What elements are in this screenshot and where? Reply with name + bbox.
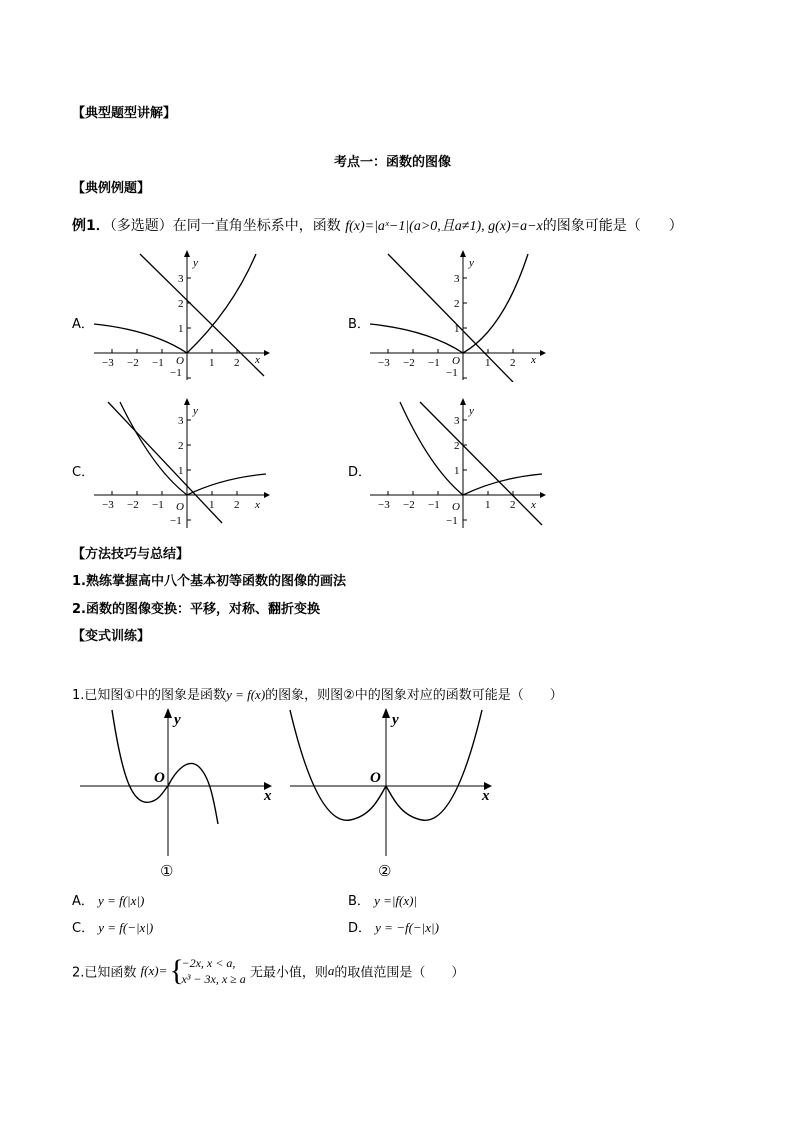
ytick: 2: [178, 440, 184, 452]
xtick: −2: [403, 357, 415, 369]
xtick: 2: [234, 357, 240, 369]
x-axis-label: x: [531, 354, 536, 366]
option-c-label: C．: [72, 465, 95, 480]
xtick: −2: [127, 357, 139, 369]
example1-prefix: 例1．: [72, 218, 110, 234]
q2-piecewise: { −2x, x < a, x³ − 3x, x ≥ a: [172, 955, 246, 987]
origin-label: O: [452, 355, 460, 367]
figure-1-label: ①: [160, 864, 174, 878]
q1-figure-2: [288, 706, 498, 878]
xtick: −1: [152, 357, 164, 369]
q1-formula: y = f(x): [226, 687, 266, 702]
method-heading: 【方法技巧与总结】: [72, 547, 190, 562]
curve-f: [94, 254, 256, 353]
option-a-label: A．: [72, 317, 94, 332]
xtick: 1: [209, 499, 215, 511]
xtick: −1: [428, 499, 440, 511]
figure-2-label: ②: [378, 864, 392, 878]
section-heading: 【典型题型讲解】: [72, 106, 177, 121]
ytick: 2: [178, 298, 184, 310]
option-b-label: B．: [348, 317, 370, 332]
q1-option-d[interactable]: D． y = −f(−|x|): [348, 920, 439, 936]
method-tip-1: 1.熟练掌握高中八个基本初等函数的图像的画法: [72, 574, 346, 589]
ytick: 3: [178, 273, 184, 285]
xtick: 2: [510, 499, 516, 511]
ytick: 2: [454, 298, 460, 310]
xtick: −3: [378, 357, 390, 369]
xtick: 1: [485, 499, 491, 511]
ytick: −1: [170, 515, 182, 527]
y-axis-label: y: [174, 712, 181, 728]
origin-label: O: [176, 501, 184, 513]
graph-option-d: [368, 398, 546, 530]
q1-stem: 1.已知图①中的图象是函数y = f(x)的图象，则图②中的图象对应的函数可能是（ ）: [72, 687, 563, 703]
ytick: 3: [178, 415, 184, 427]
curve-f-of-x: [112, 710, 218, 824]
q1-option-b[interactable]: B． y =|f(x)|: [348, 893, 418, 909]
ytick: 1: [178, 323, 184, 335]
option-d-label: D．: [348, 465, 372, 480]
graph-option-b: [368, 250, 546, 382]
x-axis-label: x: [264, 788, 272, 804]
example1-stem: 例1．（多选题）在同一直角坐标系中，函数 f(x)=|aˣ−1|(a>0,且a≠1), g(x)=a−x的图象可能是（ ）: [72, 218, 683, 234]
y-axis-label: y: [193, 405, 198, 417]
x-axis-label: x: [531, 499, 536, 511]
x-axis-label: x: [482, 788, 490, 804]
q1-option-a[interactable]: A． y = f(|x|): [72, 893, 145, 909]
method-tip-2: 2.函数的图像变换：平移，对称、翻折变换: [72, 602, 320, 617]
y-axis-label: y: [193, 257, 198, 269]
ytick: 2: [454, 440, 460, 452]
graph-option-a: [92, 250, 270, 382]
xtick: −3: [102, 499, 114, 511]
ytick: 1: [454, 323, 460, 335]
y-axis-label: y: [469, 257, 474, 269]
ytick: 1: [178, 465, 184, 477]
y-axis-label: y: [392, 712, 399, 728]
y-axis-label: y: [469, 405, 474, 417]
ytick: 1: [454, 465, 460, 477]
origin-label: O: [154, 770, 165, 786]
ytick: 3: [454, 415, 460, 427]
origin-label: O: [370, 770, 381, 786]
q2-function: f(x)=: [140, 963, 168, 978]
example1-formula: f(x)=|aˣ−1|(a>0,且a≠1), g(x)=a−x: [345, 219, 543, 234]
q1-figure-1: [78, 706, 278, 878]
origin-label: O: [176, 355, 184, 367]
q1-option-c[interactable]: C． y = f(−|x|): [72, 920, 154, 936]
xtick: −1: [428, 357, 440, 369]
ytick: −1: [446, 367, 458, 379]
xtick: −1: [152, 499, 164, 511]
ytick: −1: [170, 367, 182, 379]
x-axis-label: x: [255, 499, 260, 511]
topic-title: 考点一：函数的图像: [334, 155, 452, 170]
q2-stem: 2.已知函数 f(x)= { −2x, x < a, x³ − 3x, x ≥ a 无最小值，则a的取值范围是（ ）: [72, 955, 464, 987]
line-g: [108, 402, 222, 523]
xtick: 1: [485, 357, 491, 369]
xtick: −3: [102, 357, 114, 369]
examples-heading: 【典例例题】: [72, 181, 151, 196]
xtick: 2: [510, 357, 516, 369]
curve-f: [370, 254, 528, 353]
ytick: −1: [446, 515, 458, 527]
xtick: 1: [209, 357, 215, 369]
origin-label: O: [452, 501, 460, 513]
ytick: 3: [454, 273, 460, 285]
xtick: 2: [234, 499, 240, 511]
xtick: −3: [378, 499, 390, 511]
x-axis-label: x: [255, 354, 260, 366]
graph-option-c: [92, 398, 270, 530]
xtick: −2: [127, 499, 139, 511]
practice-heading: 【变式训练】: [72, 629, 151, 644]
xtick: −2: [403, 499, 415, 511]
